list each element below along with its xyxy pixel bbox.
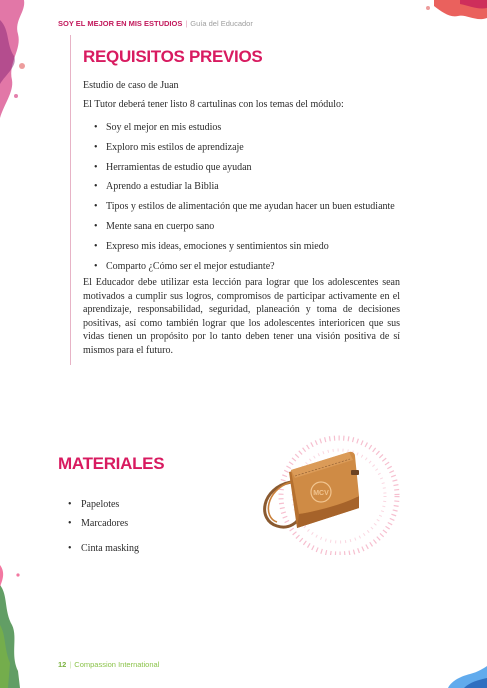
list-item: • Soy el mejor en mis estudios [94, 122, 395, 142]
running-footer [58, 660, 159, 669]
margin-rule [70, 35, 71, 365]
case-study-line: Estudio de caso de Juan [83, 80, 179, 91]
section-title-materiales: MATERIALES [58, 454, 165, 473]
intro-line: El Tutor deberá tener listo 8 cartulinas con los temas del módulo: [83, 99, 344, 110]
running-header [58, 19, 253, 28]
requisitos-list [94, 122, 395, 280]
bag-logo-text: MCV [313, 490, 329, 497]
header-separator: | [185, 19, 188, 28]
list-item: • Herramientas de estudio que ayudan [94, 162, 395, 182]
list-item: • Expreso mis ideas, emociones y sentimientos sin miedo [94, 241, 395, 261]
watercolor-top-left-decoration [0, 0, 30, 120]
list-item: • Comparto ¿Cómo ser el mejor estudiante? [94, 261, 395, 281]
list-item: • Papelotes [68, 499, 139, 511]
page-number: 12 [58, 660, 67, 669]
list-item: • Tipos y estilos de alimentación que me ayudan hacer un buen estudiante [94, 201, 395, 221]
footer-organization: Compassion International [74, 660, 160, 669]
watercolor-top-right-decoration [420, 0, 487, 24]
list-item: • Aprendo a estudiar la Biblia [94, 181, 395, 201]
watercolor-bottom-right-decoration [440, 666, 487, 688]
list-item: • Cinta masking [68, 543, 139, 555]
body-paragraph: El Educador debe utilizar esta lección para lograr que los adolescentes sean motivados a cumplir sus logros, compromisos de participar activamente en el aprendizaje, responsabilidad, seguridad, planeación y toma de decisiones positivas, así como también lograr que los adolescentes interioricen que sus vidas tienen un propósito por lo tanto deben tener una visión positiva de sí mismos para el futuro. [83, 277, 400, 356]
watercolor-bottom-left-decoration [0, 565, 26, 688]
header-guide: Guía del Educador [190, 19, 253, 28]
footer-separator: | [69, 660, 72, 669]
messenger-bag-illustration [255, 430, 415, 555]
list-item: • Mente sana en cuerpo sano [94, 221, 395, 241]
header-brand: SOY EL MEJOR EN MIS ESTUDIOS [58, 19, 183, 28]
materiales-list [68, 499, 139, 555]
list-item: • Exploro mis estilos de aprendizaje [94, 142, 395, 162]
section-title-requisitos: REQUISITOS PREVIOS [83, 47, 263, 66]
list-item: • Marcadores [68, 518, 139, 530]
